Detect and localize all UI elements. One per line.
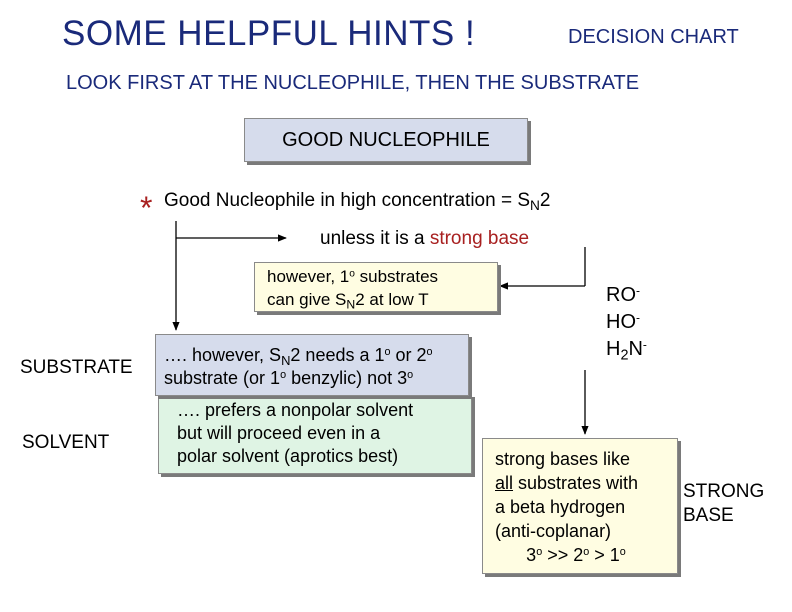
substrate-order: $3^o >> 2^o > 1^o$ — [526, 545, 626, 565]
good-nucleophile-box — [244, 118, 528, 162]
strong-base-item: HO- — [606, 310, 640, 333]
unless-highlight: strong base — [429, 228, 530, 249]
page-subtitle: DECISION CHART — [568, 26, 739, 48]
strong-base-label: STRONG BASE — [683, 481, 765, 526]
substrate-line-1: …. however, $S_N2$ needs a 1$^o$ or 2$^o$ — [164, 345, 433, 368]
substrate-box — [155, 334, 469, 396]
solvent-box — [158, 394, 472, 474]
primary-substrate-note — [254, 262, 498, 312]
strong-base-list — [606, 282, 647, 363]
strong-box-line: (anti-coplanar) — [495, 521, 612, 541]
asterisk-marker: * — [140, 190, 153, 226]
unless-prefix: unless it is a — [320, 228, 430, 249]
instruction-text: LOOK FIRST AT THE NUCLEOPHILE, THEN THE SUBSTRATE — [66, 72, 640, 94]
primary-note-line-1: however, 1$^o$ substrates — [267, 267, 439, 286]
solvent-row-label: SOLVENT — [22, 432, 110, 453]
good-nucleophile-label: GOOD NUCLEOPHILE — [282, 128, 490, 151]
solvent-line: …. prefers a nonpolar solvent — [177, 400, 414, 420]
solvent-line: polar solvent (aprotics best) — [177, 446, 399, 466]
page-title: SOME HELPFUL HINTS ! — [62, 14, 476, 53]
strong-base-item: $H_2N^-$ — [606, 337, 647, 364]
strong-box-line: a beta hydrogen — [495, 497, 626, 517]
rule-highlight: Good Nucleophile — [164, 190, 316, 211]
substrate-line-2: substrate (or 1$^o$ benzylic) not 3$^o$ — [164, 368, 414, 388]
rule-suffix: 2 — [539, 190, 551, 211]
strong-box-line: strong bases like — [495, 449, 631, 469]
unless-strong-base — [320, 228, 529, 250]
strong-base-box — [482, 438, 678, 574]
strong-box-line: all substrates with — [495, 473, 639, 493]
primary-note-line-2: can give $S_N2$ at low T — [267, 290, 429, 312]
substrate-row-label: SUBSTRATE — [20, 357, 133, 378]
strong-base-item: RO- — [606, 283, 640, 306]
rule-text: in high concentration = S — [315, 190, 530, 211]
solvent-line: but will proceed even in a — [177, 423, 381, 443]
sn2-rule — [164, 190, 550, 212]
rule-subscript: N — [530, 198, 540, 214]
